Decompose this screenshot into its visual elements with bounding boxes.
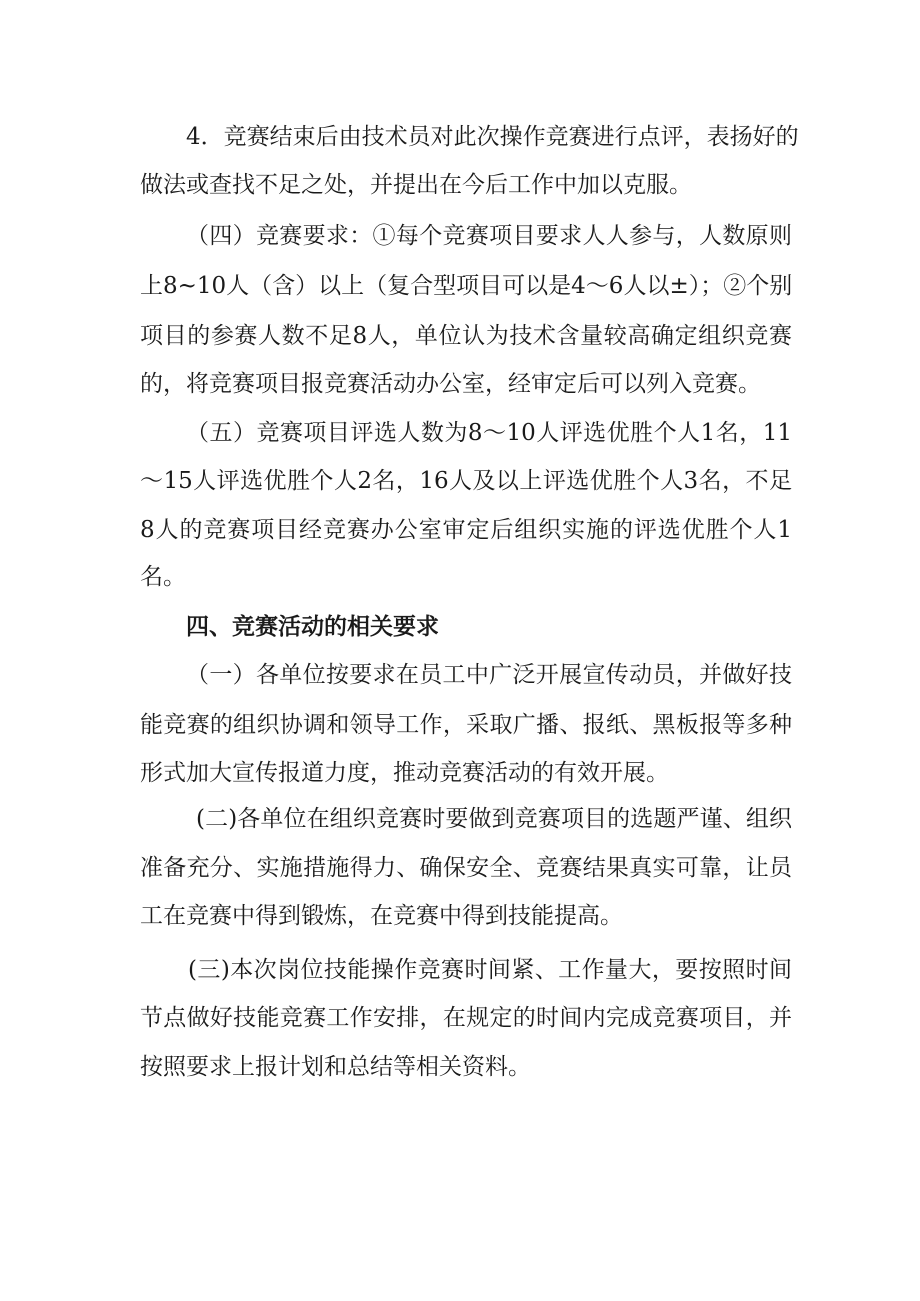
paragraph-line: 工在竞赛中得到锻炼，在竞赛中得到技能提高。 — [140, 903, 623, 929]
section-heading: 四、竞赛活动的相关要求 — [186, 613, 439, 640]
paragraph-line: 8人的竞赛项目经竞赛办公室审定后组织实施的评选优胜个人1 — [140, 517, 792, 543]
paragraph-line: ～15人评选优胜个人2名，16人及以上评选优胜个人3名，不足 — [140, 468, 792, 494]
paragraph-line: 项目的参赛人数不足8人，单位认为技术含量较高确定组织竞赛 — [140, 323, 792, 349]
paragraph-line: 上8~10人（含）以上（复合型项目可以是4～6人以±）；②个别 — [140, 273, 793, 299]
paragraph-line: 准备充分、实施措施得力、确保安全、竞赛结果真实可靠，让员 — [140, 855, 792, 881]
paragraph-line: 能竞赛的组织协调和领导工作，采取广播、报纸、黑板报等多种 — [140, 712, 792, 738]
paragraph-line: 4．竞赛结束后由技术员对此次操作竞赛进行点评，表扬好的 — [186, 124, 799, 150]
paragraph-line: （五）竞赛项目评选人数为8～10人评选优胜个人1名，11 — [186, 420, 792, 446]
paragraph-line: 的，将竞赛项目报竞赛活动办公室，经审定后可以列入竞赛。 — [140, 371, 761, 397]
paragraph-line: 按照要求上报计划和总结等相关资料。 — [140, 1054, 531, 1080]
paragraph-line: (二)各单位在组织竞赛时要做到竞赛项目的选题严谨、组织 — [196, 806, 792, 832]
paragraph-line: 节点做好技能竞赛工作安排，在规定的时间内完成竞赛项目，并 — [140, 1005, 792, 1031]
paragraph-line: 形式加大宣传报道力度，推动竞赛活动的有效开展。 — [140, 760, 669, 786]
paragraph-line: 名。 — [140, 564, 186, 590]
paragraph-line: (三)本次岗位技能操作竞赛时间紧、工作量大，要按照时间 — [188, 957, 792, 983]
paragraph-line: 做法或查找不足之处，并提出在今后工作中加以克服。 — [140, 172, 692, 198]
paragraph-line: （一）各单位按要求在员工中广泛开展宣传动员，并做好技 — [186, 662, 792, 688]
paragraph-line: （四）竞赛要求：①每个竞赛项目要求人人参与，人数原则 — [186, 223, 792, 249]
